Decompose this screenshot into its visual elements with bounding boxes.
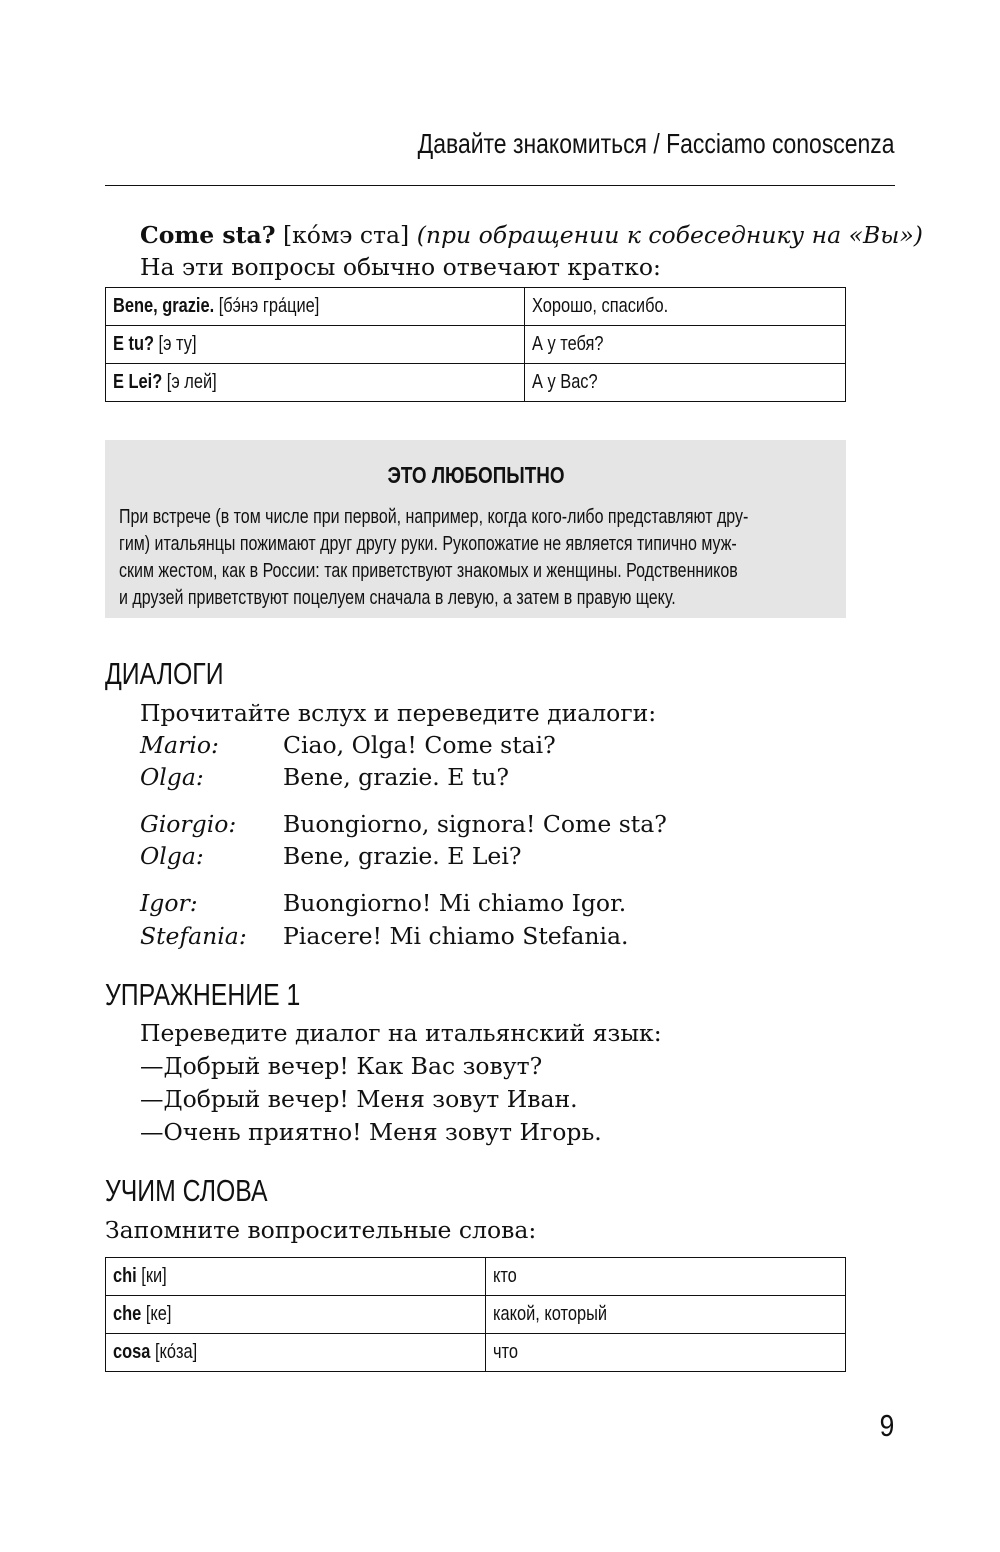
section-heading-words: УЧИМ СЛОВА [105,1173,268,1208]
dialogue-line: Ciao, Olga! Come stai? [283,731,556,759]
info-box-title: ЭТО ЛЮБОПЫТНО [386,462,565,488]
dialogue-speaker: Stefania: [140,922,247,950]
dialogue-speaker: Giorgio: [140,810,237,838]
header-rule [105,185,895,186]
intro-phrase: Come sta? [140,221,276,249]
running-head: Давайте знакомиться / Facciamo conoscenza [418,128,895,159]
table-cell-italian: E tu? [э ту] [106,326,525,364]
table-cell-russian: А у Вас? [525,364,846,402]
info-box-line: При встрече (в том числе при первой, например, когда кого-либо представляют дру- [119,506,749,528]
table-cell-italian: cosa [ко́за] [106,1334,486,1372]
table-cell-russian: какой, который [486,1296,846,1334]
table-row [106,288,846,326]
table-cell-russian: кто [486,1258,846,1296]
table-row [106,326,846,364]
table-cell-italian: chi [ки] [106,1258,486,1296]
exercise-line: —Добрый вечер! Меня зовут Иван. [140,1085,578,1113]
table-row [106,364,846,402]
dialogues-instruction: Прочитайте вслух и переведите диалоги: [140,699,657,727]
table-row [106,1258,846,1296]
table-cell-russian: Хорошо, спасибо. [525,288,846,326]
dialogue-speaker: Mario: [140,731,219,759]
intro-phrase-line [140,219,923,251]
dialogue-line: Bene, grazie. E tu? [283,763,509,791]
section-heading-dialogues: ДИАЛОГИ [105,656,224,691]
info-box [105,440,846,618]
table-row [106,1296,846,1334]
words-instruction: Запомните вопросительные слова: [105,1216,537,1244]
dialogue-line: Piacere! Mi chiamo Stefania. [283,922,629,950]
info-box-line: гим) итальянцы пожимают друг другу руки. Рукопожатие не является типично муж- [119,533,737,555]
table-row [106,1334,846,1372]
answers-table [105,287,846,402]
question-words-table [105,1257,846,1372]
table-cell-italian: E Lei? [э лей] [106,364,525,402]
page-number: 9 [879,1408,894,1443]
info-box-line: ским жестом, как в России: так приветствуют знакомых и женщины. Родственников [119,560,738,582]
section-heading-exercise: УПРАЖНЕНИЕ 1 [105,977,301,1012]
exercise-instruction: Переведите диалог на итальянский язык: [140,1019,662,1047]
dialogue-speaker: Olga: [140,763,204,791]
table-cell-italian: che [ке] [106,1296,486,1334]
dialogue-line: Buongiorno, signora! Come sta? [283,810,667,838]
table-cell-russian: А у тебя? [525,326,846,364]
intro-block [140,219,923,283]
dialogue-line: Buongiorno! Mi chiamo Igor. [283,889,627,917]
intro-transcription: [ко́мэ ста] [282,221,410,249]
exercise-line: —Добрый вечер! Как Вас зовут? [140,1052,543,1080]
exercise-line: —Очень приятно! Меня зовут Игорь. [140,1118,602,1146]
info-box-line: и друзей приветствуют поцелуем сначала в левую, а затем в правую щеку. [119,587,676,609]
table-cell-italian: Bene, grazie. [бэ́нэ гра́цие] [106,288,525,326]
intro-note: (при обращении к собеседнику на «Вы») [416,221,923,249]
dialogue-speaker: Igor: [140,889,198,917]
table-cell-russian: что [486,1334,846,1372]
dialogue-line: Bene, grazie. E Lei? [283,842,522,870]
dialogue-speaker: Olga: [140,842,204,870]
intro-answers-line: На эти вопросы обычно отвечают кратко: [140,253,661,281]
